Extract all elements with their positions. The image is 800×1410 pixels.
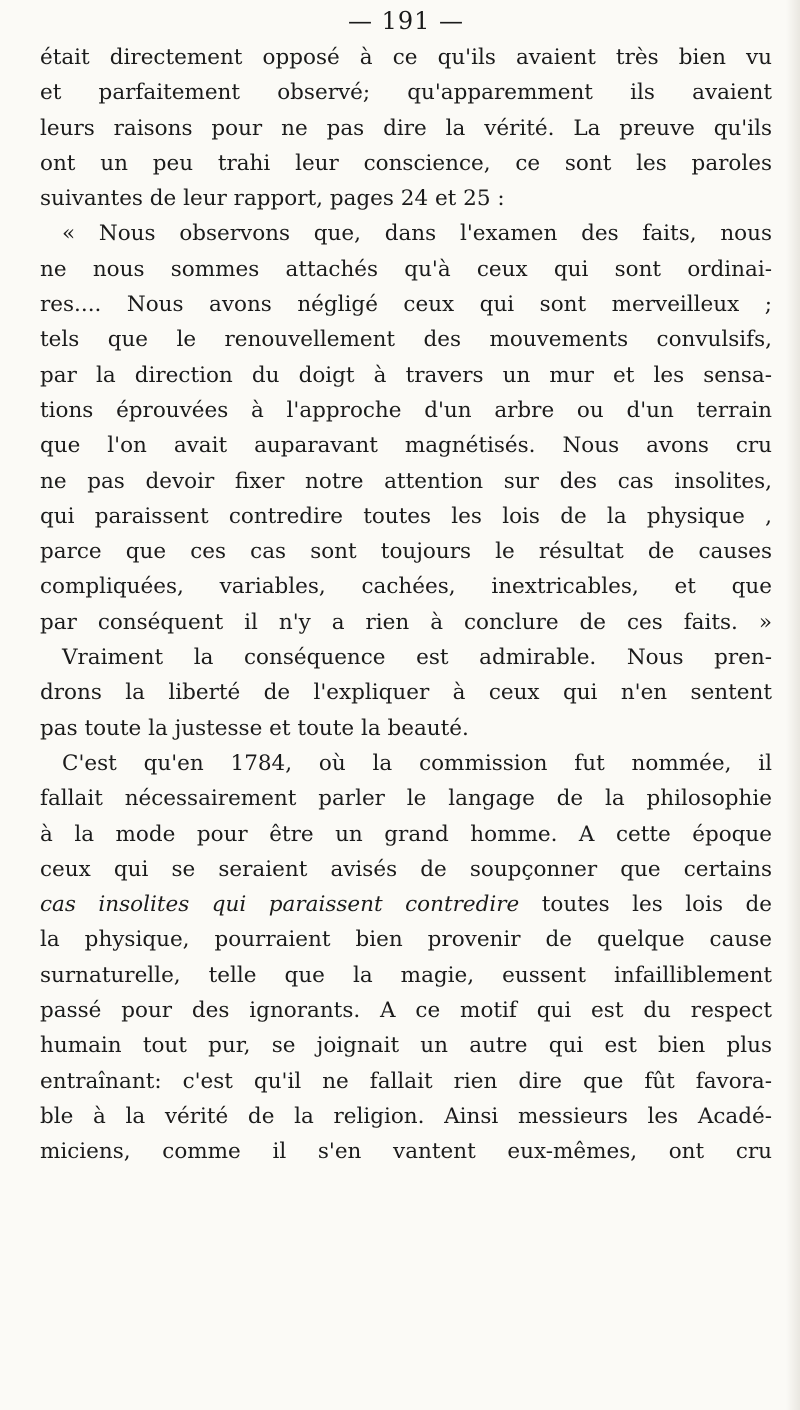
quote-end-line: par conséquent il n'y a rien à conclure de ces faits. » xyxy=(40,609,772,635)
text-line: passé pour des ignorants. A ce motif qui est du respect xyxy=(40,998,772,1024)
text-line: entraînant: c'est qu'il ne fallait rien dire que fût favora- xyxy=(40,1068,772,1094)
text-line: leurs raisons pour ne pas dire la vérité. La preuve qu'ils xyxy=(40,115,772,141)
body-text xyxy=(40,40,772,1170)
text-line: parce que ces cas sont toujours le résultat de causes xyxy=(40,539,772,565)
text-line: par la direction du doigt à travers un mur et les sensa- xyxy=(40,362,772,388)
paragraph-start-line: C'est qu'en 1784, où la commission fut nommée, il xyxy=(62,750,772,776)
page-edge-shadow xyxy=(786,0,800,1410)
text-line: fallait nécessairement parler le langage de la philosophie xyxy=(40,786,772,812)
text-line: res.... Nous avons négligé ceux qui sont merveilleux ; xyxy=(40,292,772,318)
text-line: surnaturelle, telle que la magie, eussent infailliblement xyxy=(40,962,772,988)
page-number: — 191 — xyxy=(347,7,465,35)
text-line: et parfaitement observé; qu'apparemment ils avaient xyxy=(40,80,772,106)
text-line: que l'on avait auparavant magnétisés. Nous avons cru xyxy=(40,433,772,459)
text-line: ont un peu trahi leur conscience, ce sont les paroles xyxy=(40,150,772,176)
text-line: à la mode pour être un grand homme. A cette époque xyxy=(40,821,772,847)
text-line: compliquées, variables, cachées, inextricables, et que xyxy=(40,574,772,600)
text-line: humain tout pur, se joignait un autre qui est bien plus xyxy=(40,1033,772,1059)
text-line: ble à la vérité de la religion. Ainsi messieurs les Acadé- xyxy=(40,1103,772,1129)
text-line: miciens, comme il s'en vantent eux-mêmes, ont cru xyxy=(40,1139,772,1165)
text-line: qui paraissent contredire toutes les lois de la physique , xyxy=(40,503,772,529)
text-line: ceux qui se seraient avisés de soupçonner que certains xyxy=(40,856,772,882)
text-fragment: toutes les lois de xyxy=(541,892,772,918)
book-page xyxy=(40,0,772,1410)
text-line: était directement opposé à ce qu'ils avaient très bien vu xyxy=(40,45,772,70)
text-line: la physique, pourraient bien provenir de quelque cause xyxy=(40,927,772,953)
quote-start-line: « Nous observons que, dans l'examen des faits, nous xyxy=(62,221,772,247)
text-line: drons la liberté de l'expliquer à ceux qui n'en sentent xyxy=(40,680,772,706)
text-line: tels que le renouvellement des mouvements convulsifs, xyxy=(40,327,772,353)
italic-phrase: cas insolites qui paraissent contredire xyxy=(40,892,520,918)
text-line: ne nous sommes attachés qu'à ceux qui sont ordinai- xyxy=(40,256,772,282)
text-line: ne pas devoir fixer notre attention sur des cas insolites, xyxy=(40,468,772,494)
paragraph-start-line: Vraiment la conséquence est admirable. Nous pren- xyxy=(62,645,772,671)
text-line: tions éprouvées à l'approche d'un arbre ou d'un terrain xyxy=(40,397,772,423)
text-line: suivantes de leur rapport, pages 24 et 25 : xyxy=(40,186,505,212)
paragraph-end-line: pas toute la justesse et toute la beauté. xyxy=(40,715,469,741)
text-line-with-italic xyxy=(40,887,772,922)
